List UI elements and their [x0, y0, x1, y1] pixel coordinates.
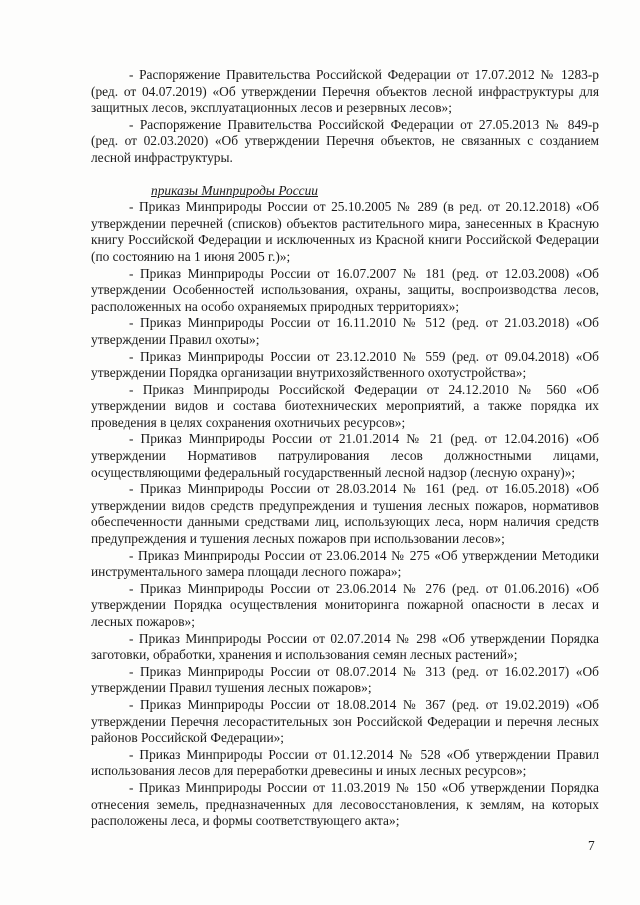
- order-item-6: - Приказ Минприроды России от 21.01.2014 № 21 (ред. от 12.04.2016) «Об утверждении Нормативов патрулирования лесов должностными лицами, осуществляющими федеральный государственный лесной надзор (лесную охрану)»;: [91, 431, 599, 480]
- order-item-10: - Приказ Минприроды России от 02.07.2014 № 298 «Об утверждении Порядка заготовки, обработки, хранения и использования семян лесных растений»;: [91, 630, 599, 663]
- order-item-2: - Приказ Минприроды России от 16.07.2007 № 181 (ред. от 12.03.2008) «Об утверждении Особенностей использования, охраны, защиты, воспроизводства лесов, расположенных на особо охраняемых природных территориях»;: [91, 265, 599, 314]
- section-gap: [91, 167, 599, 183]
- page-number: 7: [588, 838, 595, 853]
- order-item-8: - Приказ Минприроды России от 23.06.2014 № 275 «Об утверждении Методики инструментального замера площади лесного пожара»;: [91, 547, 599, 580]
- intro-item-2: - Распоряжение Правительства Российской Федерации от 27.05.2013 № 849-р (ред. от 02.03.2020) «Об утверждении Перечня объектов, не связанных с созданием лесной инфраструктуры.: [91, 116, 599, 165]
- order-item-9: - Приказ Минприроды России от 23.06.2014 № 276 (ред. от 01.06.2016) «Об утверждении Порядка осуществления мониторинга пожарной опасности в лесах и лесных пожаров»;: [91, 580, 599, 629]
- page-content: [91, 67, 599, 830]
- intro-item-1: - Распоряжение Правительства Российской Федерации от 17.07.2012 № 1283-р (ред. от 04.07.2019) «Об утверждении Перечня объектов лесной инфраструктуры для защитных лесов, эксплуатационных лесов и резервных лесов»;: [91, 67, 599, 116]
- order-item-11: - Приказ Минприроды России от 08.07.2014 № 313 (ред. от 16.02.2017) «Об утверждении Правил тушения лесных пожаров»;: [91, 663, 599, 696]
- order-item-1: - Приказ Минприроды России от 25.10.2005 № 289 (в ред. от 20.12.2018) «Об утверждении перечней (списков) объектов растительного мира, занесенных в Красную книгу Российской Федерации и исключенных из Красной книги Российской Федерации (по состоянию на 1 июня 2005 г.)»;: [91, 199, 599, 264]
- order-item-4: - Приказ Минприроды России от 23.12.2010 № 559 (ред. от 09.04.2018) «Об утверждении Порядка организации внутрихозяйственного охотустройства»;: [91, 348, 599, 381]
- order-item-7: - Приказ Минприроды России от 28.03.2014 № 161 (ред. от 16.05.2018) «Об утверждении видов средств предупреждения и тушения лесных пожаров, нормативов обеспеченности данными средствами лиц, использующих леса, норм наличия средств предупреждения и тушения лесных пожаров при использовании лесов»;: [91, 481, 599, 547]
- order-item-3: - Приказ Минприроды России от 16.11.2010 № 512 (ред. от 21.03.2018) «Об утверждении Правил охоты»;: [91, 315, 599, 347]
- order-item-5: - Приказ Минприроды Российской Федерации от 24.12.2010 № 560 «Об утверждении видов и состава биотехнических мероприятий, а также порядка их проведения в целях сохранения охотничьих ресурсов»;: [91, 381, 599, 430]
- section-heading: приказы Минприроды России: [151, 182, 319, 198]
- order-item-14: - Приказ Минприроды России от 11.03.2019 № 150 «Об утверждении Порядка отнесения земель, предназначенных для лесовосстановления, к землям, на которых расположены леса, и формы соответствующего акта»;: [91, 779, 599, 829]
- order-item-12: - Приказ Минприроды России от 18.08.2014 № 367 (ред. от 19.02.2019) «Об утверждении Перечня лесорастительных зон Российской Федерации и перечня лесных районов Российской Федерации»;: [91, 696, 599, 746]
- order-item-13: - Приказ Минприроды России от 01.12.2014 № 528 «Об утверждении Правил использования лесов для переработки древесины и иных лесных ресурсов»;: [91, 746, 599, 779]
